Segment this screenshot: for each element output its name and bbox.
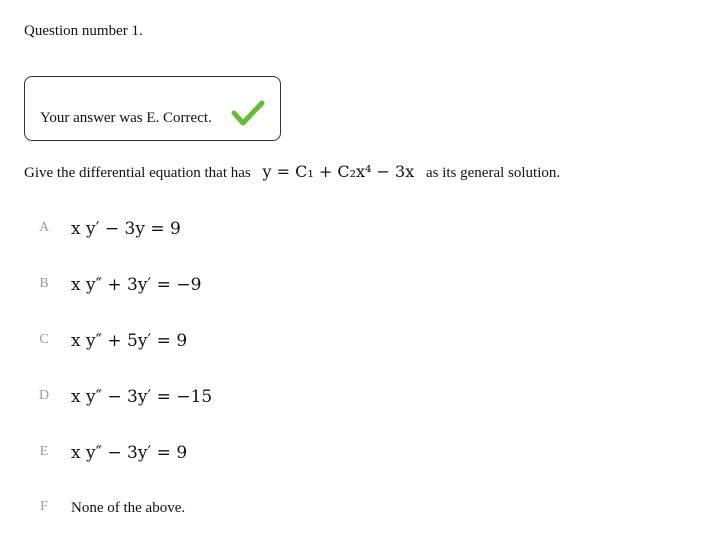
question-number: Question number 1. bbox=[24, 23, 143, 39]
option-text: x y″ − 3y′ = 9 bbox=[71, 443, 188, 463]
option-letter: B bbox=[39, 276, 49, 291]
prompt-text-before: Give the differential equation that has bbox=[24, 165, 251, 181]
option-text: x y″ − 3y′ = −15 bbox=[71, 387, 213, 407]
prompt-text-after: as its general solution. bbox=[425, 165, 561, 181]
question-prompt bbox=[24, 162, 560, 183]
option-text: x y″ + 5y′ = 9 bbox=[71, 331, 188, 351]
feedback-text: Your answer was E. Correct. bbox=[40, 110, 212, 126]
option-letter: E bbox=[39, 444, 49, 459]
option-text: None of the above. bbox=[71, 500, 186, 516]
option-text: x y′ − 3y = 9 bbox=[71, 219, 181, 239]
option-letter: D bbox=[38, 388, 50, 403]
option-text: x y″ + 3y′ = −9 bbox=[71, 275, 202, 295]
feedback-box bbox=[24, 76, 281, 141]
option-letter: C bbox=[39, 332, 49, 347]
check-icon bbox=[231, 99, 265, 127]
option-letter: A bbox=[38, 220, 50, 235]
option-letter: F bbox=[40, 499, 48, 514]
solution-expression: y = C₁ + C₂x⁴ − 3x bbox=[262, 162, 415, 181]
